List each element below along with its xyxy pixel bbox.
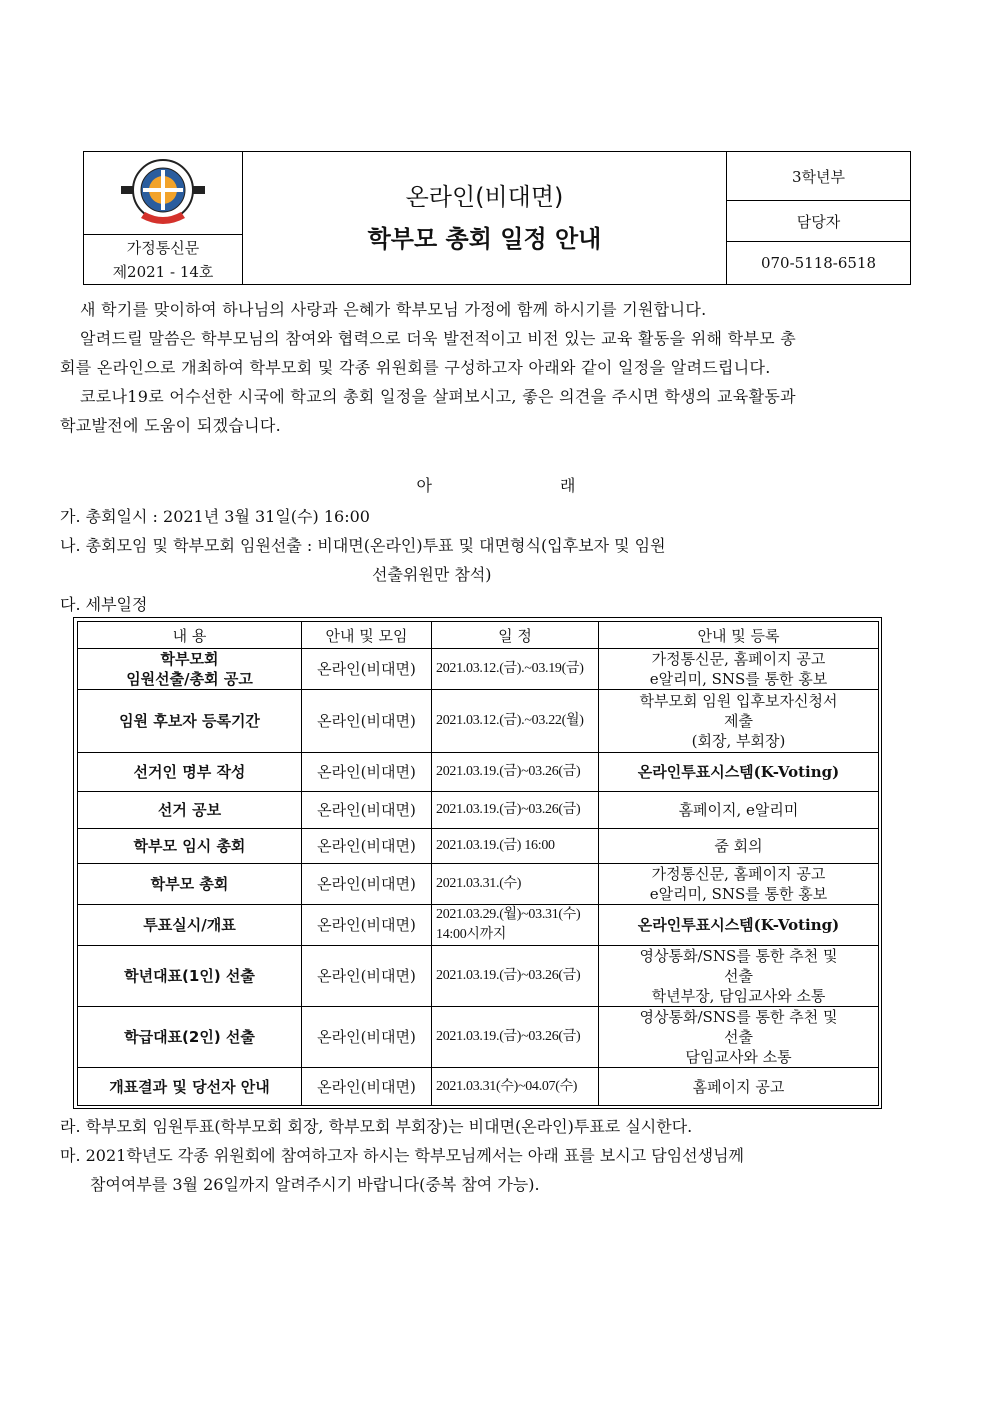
row-content: 개표결과 및 당선자 안내 xyxy=(78,1068,302,1106)
row-date: 2021.03.31(수)~04.07(수) xyxy=(432,1068,599,1106)
item-ma-1: 마. 2021학년도 각종 위원회에 참여하고자 하시는 학부모님께서는 아래 표를 보시고 담임선생님께 xyxy=(60,1146,744,1165)
row-date: 2021.03.19.(금)~03.26(금) xyxy=(432,946,599,1007)
title-cell xyxy=(243,152,727,285)
page-title-line2: 학부모 총회 일정 안내 xyxy=(367,225,602,253)
row-info: 학부모회 임원 입후보자신청서 제출 (회장, 부회장) xyxy=(599,690,879,753)
table-row xyxy=(78,905,879,946)
row-info: 가정통신문, 홈페이지 공고 e알리미, SNS를 통한 홍보 xyxy=(599,864,879,905)
department: 3학년부 xyxy=(727,152,911,201)
row-content: 임원 후보자 등록기간 xyxy=(78,690,302,753)
doc-type: 가정통신문 xyxy=(126,239,200,257)
row-info: 홈페이지 공고 xyxy=(599,1068,879,1106)
below-heading-a: 아 xyxy=(416,476,432,495)
row-content: 학부모회 임원선출/총회 공고 xyxy=(78,649,302,690)
intro-p2b: 회를 온라인으로 개최하여 학부모회 및 각종 위원회를 구성하고자 아래와 같이 일정을 알려드립니다. xyxy=(60,358,771,377)
row-content: 학년대표(1인) 선출 xyxy=(78,946,302,1007)
row-mode: 온라인(비대면) xyxy=(302,753,432,792)
row-info: 온라인투표시스템(K-Voting) xyxy=(599,753,879,792)
row-content: 학부모 임시 총회 xyxy=(78,829,302,864)
col-header-info: 안내 및 등록 xyxy=(599,622,879,649)
row-date: 2021.03.19.(금)~03.26(금) xyxy=(432,792,599,829)
school-emblem-icon xyxy=(121,156,205,230)
table-row xyxy=(78,649,879,690)
table-row xyxy=(78,829,879,864)
header-table xyxy=(83,151,911,285)
row-info: 온라인투표시스템(K-Voting) xyxy=(599,905,879,946)
row-info: 영상통화/SNS를 통한 추천 및 선출 학년부장, 담임교사와 소통 xyxy=(599,946,879,1007)
item-da: 다. 세부일정 xyxy=(60,595,148,614)
row-date: 2021.03.19.(금)~03.26(금) xyxy=(432,1007,599,1068)
below-heading-b: 래 xyxy=(560,476,576,495)
intro-text xyxy=(60,295,930,440)
below-heading xyxy=(0,473,992,496)
logo-cell xyxy=(84,152,243,285)
intro-p3a: 코로나19로 어수선한 시국에 학교의 총회 일정을 살펴보시고, 좋은 의견을 주시면 학생의 교육활동과 xyxy=(80,387,796,406)
row-info: 줌 회의 xyxy=(599,829,879,864)
row-content: 학급대표(2인) 선출 xyxy=(78,1007,302,1068)
schedule-header-row xyxy=(78,622,879,649)
issue-info xyxy=(84,234,242,284)
row-mode: 온라인(비대면) xyxy=(302,690,432,753)
table-row xyxy=(78,1007,879,1068)
intro-p2a: 알려드릴 말씀은 학부모님의 참여와 협력으로 더욱 발전적이고 비전 있는 교육 활동을 위해 학부모 총 xyxy=(80,329,797,348)
table-row xyxy=(78,753,879,792)
intro-p3b: 학교발전에 도움이 되겠습니다. xyxy=(60,416,281,435)
item-ma-2: 참여여부를 3월 26일까지 알려주시기 바랍니다(중복 참여 가능). xyxy=(90,1175,540,1194)
row-info: 가정통신문, 홈페이지 공고 e알리미, SNS를 통한 홍보 xyxy=(599,649,879,690)
contact-phone: 070-5118-6518 xyxy=(727,242,911,285)
school-logo xyxy=(84,152,242,234)
row-mode: 온라인(비대면) xyxy=(302,649,432,690)
row-mode: 온라인(비대면) xyxy=(302,946,432,1007)
item-ra: 라. 학부모회 임원투표(학부모회 회장, 학부모회 부회장)는 비대면(온라인)투표로 실시한다. xyxy=(60,1117,693,1136)
page-title-line1: 온라인(비대면) xyxy=(405,183,564,211)
row-mode: 온라인(비대면) xyxy=(302,905,432,946)
row-date: 2021.03.19.(금)~03.26(금) xyxy=(432,753,599,792)
table-row xyxy=(78,792,879,829)
table-row xyxy=(78,690,879,753)
row-mode: 온라인(비대면) xyxy=(302,1007,432,1068)
table-row xyxy=(78,864,879,905)
schedule-table-frame xyxy=(73,617,882,1109)
item-ga: 가. 총회일시 : 2021년 3월 31일(수) 16:00 xyxy=(60,507,370,526)
item-na-1: 나. 총회모임 및 학부모회 임원선출 : 비대면(온라인)투표 및 대면형식(입후보자 및 임원 xyxy=(60,536,666,555)
row-info: 영상통화/SNS를 통한 추천 및 선출 담임교사와 소통 xyxy=(599,1007,879,1068)
table-row xyxy=(78,946,879,1007)
col-header-mode: 안내 및 모임 xyxy=(302,622,432,649)
row-content: 학부모 총회 xyxy=(78,864,302,905)
row-content: 투표실시/개표 xyxy=(78,905,302,946)
row-date: 2021.03.19.(금) 16:00 xyxy=(432,829,599,864)
table-row xyxy=(78,1068,879,1106)
row-content: 선거 공보 xyxy=(78,792,302,829)
row-date: 2021.03.12.(금).~03.22(월) xyxy=(432,690,599,753)
contact-label: 담당자 xyxy=(727,201,911,242)
issue-number: 제2021 - 14호 xyxy=(112,263,214,281)
row-mode: 온라인(비대면) xyxy=(302,1068,432,1106)
row-mode: 온라인(비대면) xyxy=(302,829,432,864)
row-content: 선거인 명부 작성 xyxy=(78,753,302,792)
schedule-table xyxy=(77,621,879,1106)
row-mode: 온라인(비대면) xyxy=(302,792,432,829)
row-date: 2021.03.31.(수) xyxy=(432,864,599,905)
col-header-content: 내 용 xyxy=(78,622,302,649)
row-info: 홈페이지, e알리미 xyxy=(599,792,879,829)
col-header-date: 일 정 xyxy=(432,622,599,649)
intro-p1: 새 학기를 맞이하여 하나님의 사랑과 은혜가 학부모님 가정에 함께 하시기를 기원합니다. xyxy=(80,300,707,319)
row-date: 2021.03.12.(금).~03.19(금) xyxy=(432,649,599,690)
row-mode: 온라인(비대면) xyxy=(302,864,432,905)
item-na-2: 선출위원만 참석) xyxy=(372,565,492,584)
row-date: 2021.03.29.(월)~03.31(수) 14:00시까지 xyxy=(432,905,599,946)
